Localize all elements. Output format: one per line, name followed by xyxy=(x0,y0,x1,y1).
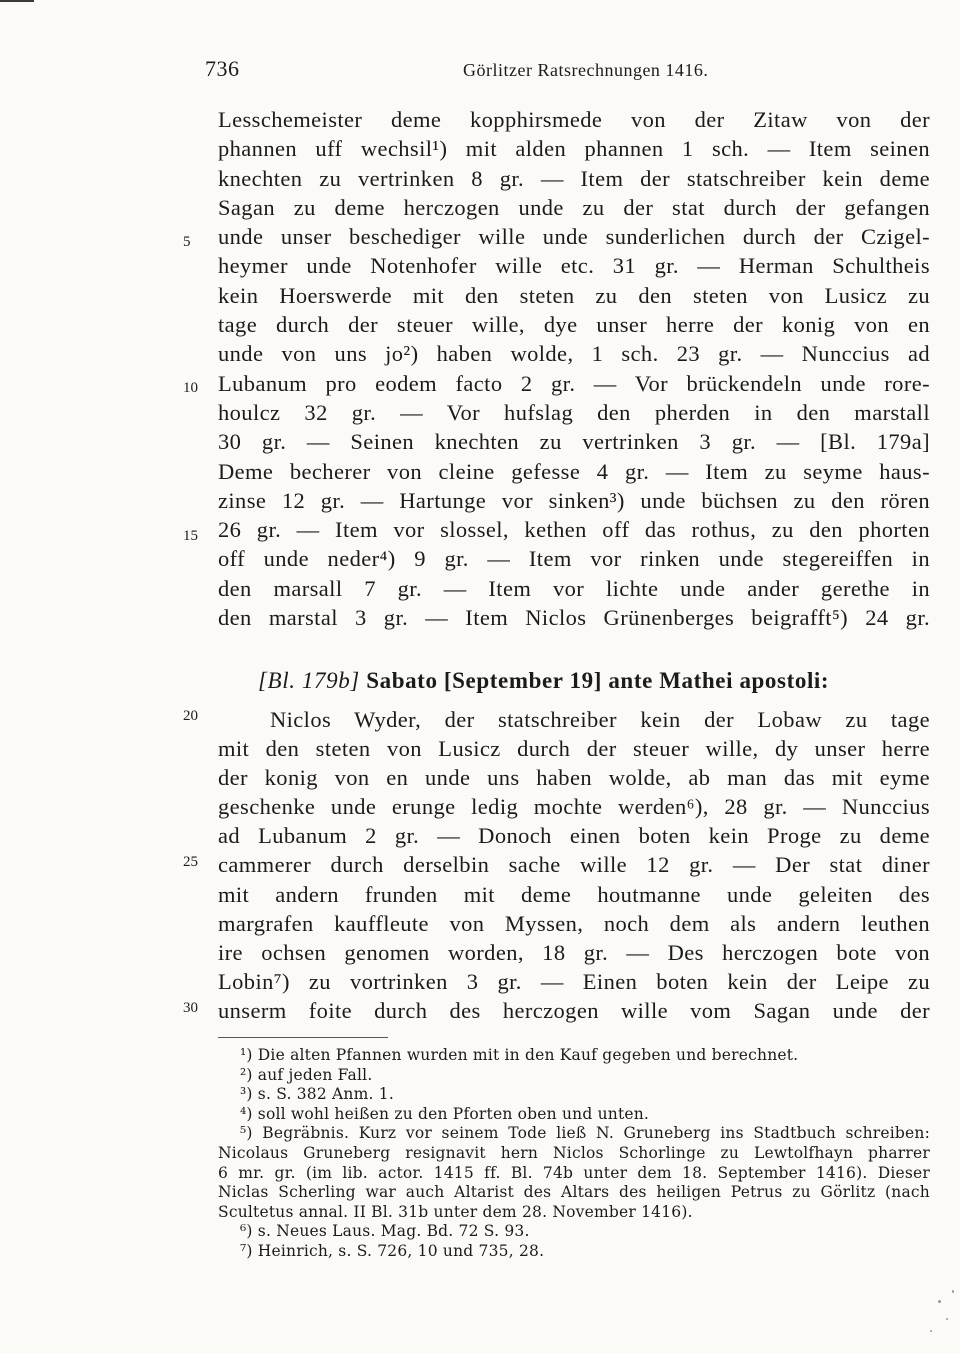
text-line: Lesschemeister deme kopphirsmede von der Zitaw von der xyxy=(218,107,930,132)
text-line: off unde neder⁴) 9 gr. — Item vor rinken unde stegereiffen in xyxy=(218,546,930,572)
scan-speck xyxy=(946,1318,948,1320)
text-line: cammerer durch derselbin sache wille 12 gr. — Der stat diner xyxy=(218,852,930,878)
text-line: unde von uns jo²) haben wolde, 1 sch. 23 gr. — Nunccius ad xyxy=(218,341,930,367)
text-line: den marstal 3 gr. — Item Niclos Grünenberges beigrafft⁵) 24 gr. xyxy=(218,605,930,631)
body-text xyxy=(218,105,930,632)
footnote-rule xyxy=(218,1037,388,1038)
text-line: houlcz 32 gr. — Vor hufslag den pherden in den marstall xyxy=(218,399,930,425)
folio-reference: [Bl. 179b] xyxy=(258,668,360,693)
page-number: 736 xyxy=(205,56,240,81)
text-line: der konig von en unde uns haben wolde, ab man das mit eyme xyxy=(218,765,930,791)
text-line: 26 gr. — Item vor slossel, kethen off das rothus, zu den phorten xyxy=(218,517,930,543)
footnote-continuation: Niclas Scherling war auch Altarist des Altars des heiligen Petrus zu Görlitz (nach xyxy=(218,1183,930,1202)
section-heading xyxy=(258,668,829,694)
text-line: Lobin⁷) zu vortrinken 3 gr. — Einen boten kein der Leipe zu xyxy=(218,968,930,994)
text-line: unserm foite durch des herczogen wille vom Sagan unde der xyxy=(218,997,930,1023)
footnote: ⁶) s. Neues Laus. Mag. Bd. 72 S. 93. xyxy=(240,1222,530,1241)
text-line: Lubanum pro eodem facto 2 gr. — Vor brückendeln unde rore- xyxy=(218,370,930,396)
footnote-continuation: Nicolaus Gruneberg resignavit hern Niclos Schorlinge zu Lewtolfhayn pharrer xyxy=(218,1143,930,1162)
scan-speck xyxy=(938,1300,941,1303)
footnote: ⁷) Heinrich, s. S. 726, 10 und 735, 28. xyxy=(240,1241,545,1260)
text-line: Niclos Wyder, der statschreiber kein der Lobaw zu tage xyxy=(270,707,930,732)
footnote-continuation: 6 mr. gr. (im lib. actor. 1415 ff. Bl. 74b unter dem 18. September 1416). Dieser xyxy=(218,1163,930,1182)
text-line: geschenke unde erunge ledig mochte werden⁶), 28 gr. — Nunccius xyxy=(218,794,930,820)
footnote: ³) s. S. 382 Anm. 1. xyxy=(240,1085,394,1104)
text-line: knechten zu vertrinken 8 gr. — Item der statschreiber kein deme xyxy=(218,165,930,191)
section-title: Sabato [September 19] ante Mathei apostoli: xyxy=(366,668,830,693)
line-number: 30 xyxy=(183,1000,198,1016)
line-number: 25 xyxy=(183,854,198,870)
text-line: 30 gr. — Seinen knechten zu vertrinken 3 gr. — [Bl. 179a] xyxy=(218,429,930,455)
text-line: zinse 12 gr. — Hartunge vor sinken³) unde büchsen zu den rören xyxy=(218,487,930,513)
footnotes xyxy=(218,1046,930,1262)
line-number: 15 xyxy=(183,528,198,544)
text-line: mit den steten von Lusicz durch der steuer wille, dy unser herre xyxy=(218,736,930,762)
text-line: Deme becherer von cleine gefesse 4 gr. — Item zu seyme haus- xyxy=(218,458,930,484)
text-line: unde unser beschediger wille unde sunderlichen durch der Czigel- xyxy=(218,224,930,250)
line-number: 5 xyxy=(183,234,191,250)
footnote: ²) auf jeden Fall. xyxy=(240,1065,373,1084)
text-line: tage durch der steuer wille, dye unser herre der konig von en xyxy=(218,312,930,338)
footnote-continuation: Scultetus annal. II Bl. 31b unter dem 28. November 1416). xyxy=(218,1202,693,1221)
text-line: ire ochsen genomen worden, 18 gr. — Des herczogen bote von xyxy=(218,939,930,965)
footnote: ¹) Die alten Pfannen wurden mit in den Kauf gegeben und berechnet. xyxy=(240,1046,799,1064)
text-line: den marsall 7 gr. — Item vor lichte unde ander gerethe in xyxy=(218,575,930,601)
text-line: Sagan zu deme herczogen unde zu der stat durch der gefangen xyxy=(218,194,930,220)
text-line: phannen uff wechsil¹) mit alden phannen 1 sch. — Item seinen xyxy=(218,136,930,162)
text-line: heymer unde Notenhofer wille etc. 31 gr. — Herman Schultheis xyxy=(218,253,930,279)
text-line: ad Lubanum 2 gr. — Donoch einen boten kein Proge zu deme xyxy=(218,823,930,849)
footnote: ⁴) soll wohl heißen zu den Pforten oben und unten. xyxy=(240,1104,650,1123)
scan-speck xyxy=(952,1290,954,1293)
line-number: 20 xyxy=(183,708,198,724)
running-head xyxy=(205,56,925,86)
line-number: 10 xyxy=(183,380,198,396)
section-body xyxy=(218,705,930,1025)
running-title: Görlitzer Ratsrechnungen 1416. xyxy=(463,60,709,80)
text-line: mit andern frunden mit deme houtmanne unde geleiten des xyxy=(218,881,930,907)
footnote: ⁵) Begräbnis. Kurz vor seinem Tode ließ N. Gruneberg ins Stadtbuch schreiben: xyxy=(240,1124,930,1143)
scan-edge-mark xyxy=(0,0,34,2)
scan-speck xyxy=(930,1330,932,1332)
text-line: margrafen kauffleute von Myssen, noch dem als andern leuthen xyxy=(218,910,930,936)
text-line: kein Hoerswerde mit den steten zu den steten von Lusicz zu xyxy=(218,282,930,308)
